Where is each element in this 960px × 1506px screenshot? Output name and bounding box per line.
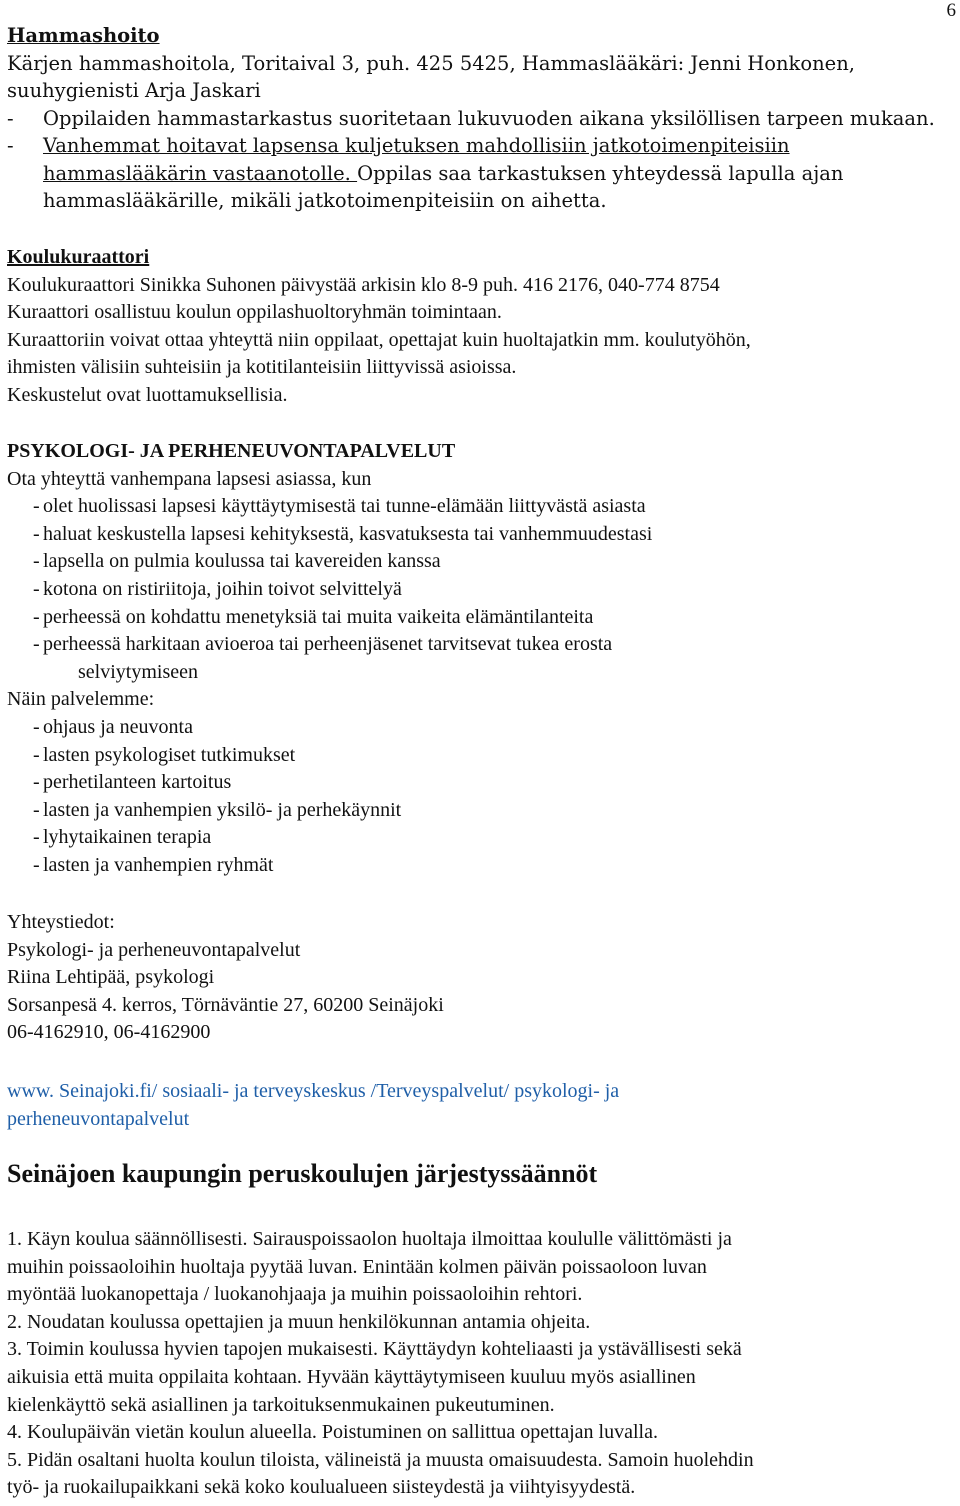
dash-marker: - <box>7 134 14 157</box>
list-item <box>7 714 952 742</box>
contact-line: Riina Lehtipää, psykologi <box>7 966 215 989</box>
web-link[interactable]: www. Seinajoki.fi/ sosiaali- ja terveyskeskus /Terveyspalvelut/ psykologi- ja <box>7 1080 620 1102</box>
section-hammashoito <box>7 22 952 215</box>
list-item-text: lasten ja vanhempien yksilö- ja perhekäynnit <box>43 798 402 821</box>
paragraph-line: Ota yhteyttä vanhempana lapsesi asiassa, kun <box>7 467 372 490</box>
page-number: 6 <box>946 0 956 21</box>
section-rules-title <box>7 1160 952 1188</box>
rules-line: työ- ja ruokailupaikkani sekä koko koulualueen siisteydestä ja viihtyisyydestä. <box>7 1476 636 1499</box>
paragraph-line: Kuraattoriin voivat ottaa yhteyttä niin oppilaat, opettajat kuin huoltajatkin mm. koulutyöhön, <box>7 328 751 351</box>
contact-line: Psykologi- ja perheneuvontapalvelut <box>7 938 301 961</box>
list-item-text: olet huolissasi lapsesi käyttäytymisestä tai tunne-elämään liittyvästä asiasta <box>43 495 646 518</box>
heading-hammashoito: Hammashoito <box>7 24 160 47</box>
dash-marker: - <box>33 577 40 600</box>
list-item-cont <box>7 160 952 188</box>
list-item <box>7 852 952 880</box>
list-item-text: Oppilas saa tarkastuksen yhteydessä lapulla ajan <box>357 161 844 185</box>
list-item-text: lasten ja vanhempien ryhmät <box>43 853 274 876</box>
rules-line: 2. Noudatan koulussa opettajien ja muun henkilökunnan antamia ohjeita. <box>7 1310 591 1333</box>
list-item-cont: selviytymiseen <box>78 660 198 683</box>
dash-marker: - <box>33 826 40 849</box>
list-item-text: lyhytaikainen terapia <box>43 826 212 849</box>
list-item-text: ohjaus ja neuvonta <box>43 715 193 738</box>
list-item <box>7 493 952 521</box>
contact-title: Yhteystiedot: <box>7 911 115 933</box>
dash-marker: - <box>33 633 40 656</box>
paragraph-line: ihmisten välisiin suhteisiin ja kotitilanteisiin liittyvissä asioissa. <box>7 356 517 379</box>
list-item-text: lasten psykologiset tutkimukset <box>43 743 296 766</box>
paragraph-line: suuhygienisti Arja Jaskari <box>7 79 261 102</box>
paragraph-line: Kärjen hammashoitola, Toritaival 3, puh. 425 5425, Hammaslääkäri: Jenni Honkonen, <box>7 51 855 75</box>
list-item-text: kotona on ristiriitoja, joihin toivot selvittelyä <box>43 577 402 600</box>
dash-marker: - <box>7 106 14 130</box>
list-item-text: Vanhemmat hoitavat lapsensa kuljetuksen mahdollisiin jatkotoimenpiteisiin <box>43 134 790 157</box>
dash-marker: - <box>33 550 40 573</box>
list-item <box>7 548 952 576</box>
list-item <box>7 576 952 604</box>
dash-marker: - <box>33 522 40 545</box>
rules-line: 5. Pidän osaltani huolta koulun tiloista, välineistä ja muusta omaisuudesta. Samoin huolehdin <box>7 1448 754 1471</box>
list-item-text: perhetilanteen kartoitus <box>43 771 232 794</box>
dash-marker: - <box>33 853 40 876</box>
web-link[interactable]: perheneuvontapalvelut <box>7 1107 190 1130</box>
list-item-text: perheessä harkitaan avioeroa tai perheenjäsenet tarvitsevat tukea erosta <box>43 633 613 656</box>
paragraph-line: Koulukuraattori Sinikka Suhonen päivystää arkisin klo 8-9 puh. 416 2176, 040-774 8754 <box>7 273 720 296</box>
paragraph-line: Näin palvelemme: <box>7 688 155 711</box>
list-item <box>7 631 952 659</box>
list-item <box>7 742 952 770</box>
rules-line: aikuisia että muita oppilaita kohtaan. Hyvään käyttäytymiseen kuuluu myös asiallinen <box>7 1365 696 1388</box>
contact-line: 06-4162910, 06-4162900 <box>7 1021 211 1044</box>
list-item <box>7 824 952 852</box>
list-item-cont: hammaslääkärille, mikäli jatkotoimenpiteisiin on aihetta. <box>43 189 607 212</box>
section-koulukuraattori <box>7 244 952 410</box>
list-item <box>7 797 952 825</box>
list-item <box>7 604 952 632</box>
contact-line: Sorsanpesä 4. kerros, Törnäväntie 27, 60200 Seinäjoki <box>7 993 444 1016</box>
dash-marker: - <box>33 798 40 821</box>
list-item-text: lapsella on pulmia koulussa tai kavereiden kanssa <box>43 550 441 573</box>
rules-line: kielenkäyttö sekä asiallinen ja tarkoituksenmukainen pukeutuminen. <box>7 1393 555 1416</box>
list-item <box>7 105 952 133</box>
rules-line: 3. Toimin koulussa hyvien tapojen mukaisesti. Käyttäydyn kohteliaasti ja ystävällisesti sekä <box>7 1338 742 1361</box>
list-item <box>7 769 952 797</box>
list-item <box>7 132 952 160</box>
dash-marker: - <box>33 771 40 794</box>
rules-line: 4. Koulupäivän vietän koulun alueella. Poistuminen on sallittua opettajan luvalla. <box>7 1421 658 1444</box>
section-psykologi <box>7 438 952 880</box>
list-item-text: haluat keskustella lapsesi kehityksestä, kasvatuksesta tai vanhemmuudestasi <box>43 522 653 545</box>
heading-koulukuraattori: Koulukuraattori <box>7 246 150 268</box>
section-rules <box>7 1226 952 1502</box>
rules-line: myöntää luokanopettaja / luokanohjaaja ja muihin poissaoloihin rehtori. <box>7 1283 583 1306</box>
list-item-text: perheessä on kohdattu menetyksiä tai muita vaikeita elämäntilanteita <box>43 605 594 628</box>
paragraph-line: Keskustelut ovat luottamuksellisia. <box>7 383 288 406</box>
section-contact <box>7 909 952 1047</box>
dash-marker: - <box>33 715 40 738</box>
dash-marker: - <box>33 605 40 628</box>
rules-title: Seinäjoen kaupungin peruskoulujen järjestyssäännöt <box>7 1159 598 1188</box>
rules-line: 1. Käyn koulua säännöllisesti. Sairauspoissaolon huoltaja ilmoittaa koululle välittömästi ja <box>7 1228 732 1250</box>
heading-psykologi: PSYKOLOGI- JA PERHENEUVONTAPALVELUT <box>7 440 456 462</box>
section-link[interactable] <box>7 1078 952 1133</box>
dash-marker: - <box>33 743 40 766</box>
rules-line: muihin poissaoloihin huoltaja pyytää luvan. Enintään kolmen päivän poissaoloon luvan <box>7 1255 707 1278</box>
paragraph-line: Kuraattori osallistuu koulun oppilashuoltoryhmän toimintaan. <box>7 301 502 324</box>
underlined-text: hammaslääkärin vastaanotolle. <box>43 161 358 185</box>
list-item <box>7 521 952 549</box>
list-item-text: Oppilaiden hammastarkastus suoritetaan lukuvuoden aikana yksilöllisen tarpeen mukaan. <box>43 106 935 130</box>
dash-marker: - <box>33 495 40 518</box>
